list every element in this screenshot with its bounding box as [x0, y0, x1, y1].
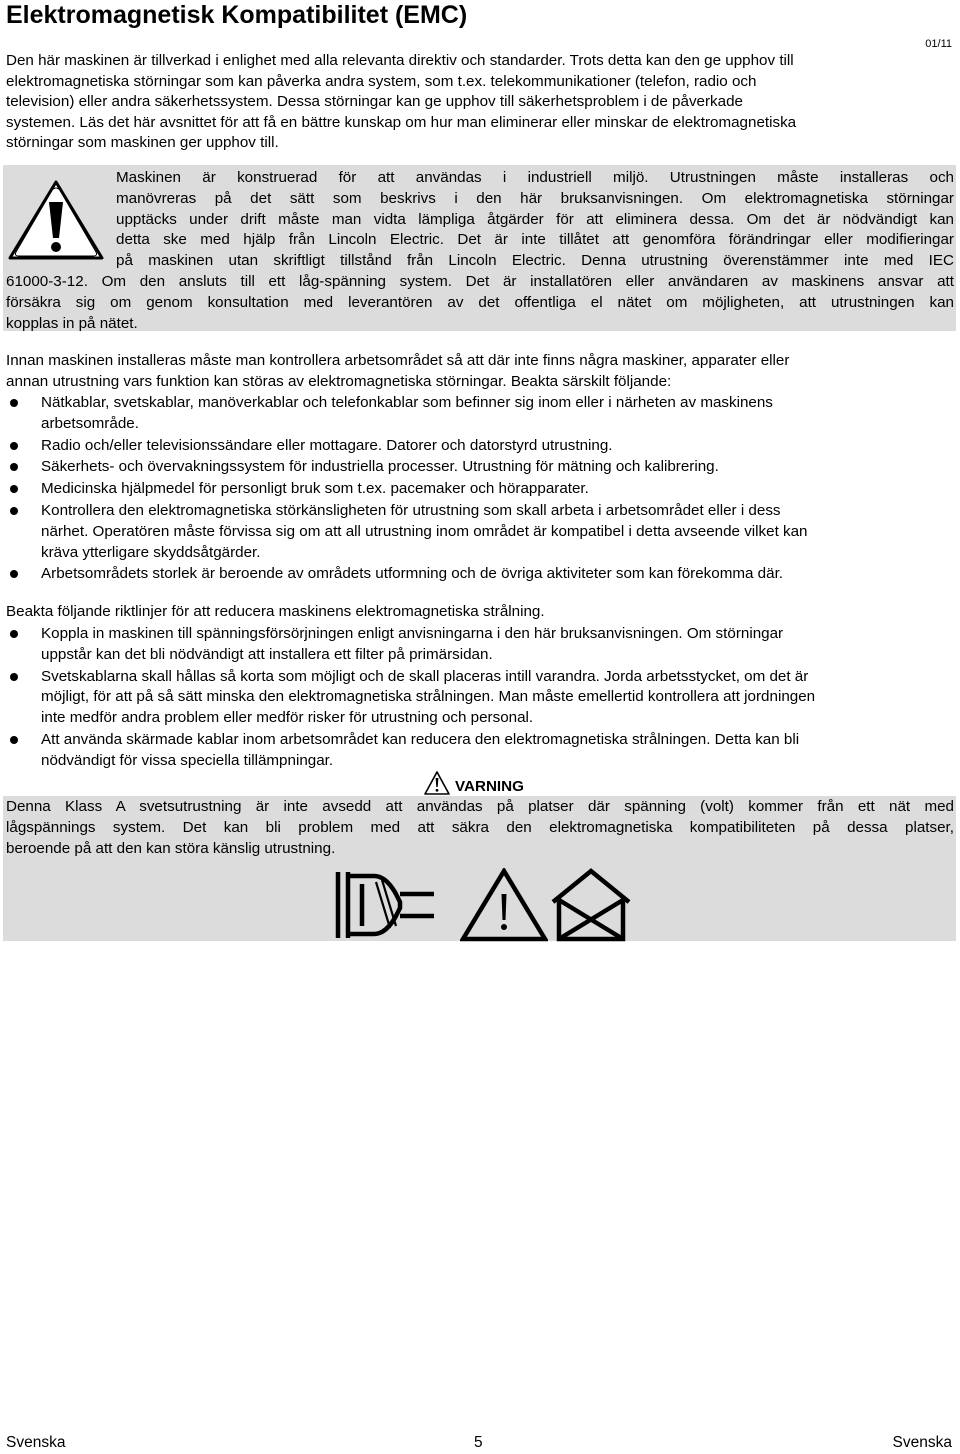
bullet-icon [10, 570, 18, 578]
list-item [6, 457, 954, 478]
notice-line: försäkra sig om genom konsultation med leverantören av det offentliga el nätet om möjligheten, att utrustningen kan [6, 293, 954, 311]
warning-line: beroende på att den kan störa känslig utrustning. [6, 839, 336, 857]
warning-heading-text: VARNING [455, 778, 524, 795]
footer-language-left: Svenska [6, 1434, 66, 1451]
list-item-line: Arbetsområdets storlek är beroende av områdets utformning och de övriga aktiviteter som kan förekomma där. [41, 565, 784, 583]
list-item [6, 667, 954, 729]
intro-line: elektromagnetiska störningar som kan påverka andra system, som t.ex. telekommunikationer (telefon, radio och [6, 72, 757, 90]
list-item [6, 479, 954, 500]
list-item-line: arbetsområde. [41, 414, 139, 432]
list-item [6, 624, 954, 666]
notice-line: på maskinen utan skriftligt tillstånd från Lincoln Electric. Denna utrustning överenstämmer inte med IEC [116, 252, 954, 270]
bullet-icon [10, 673, 18, 681]
warning-exclamation-icon [6, 178, 106, 262]
list-item-line: Att använda skärmade kablar inom arbetsområdet kan reducera den elektromagnetiska strålningen. Detta kan bli [41, 730, 800, 748]
intro-line: störningar som maskinen ger upphov till. [6, 134, 279, 152]
list-item-line: Nätkablar, svetskablar, manöverkablar och telefonkablar som befinner sig inom eller i närheten av maskinens [41, 394, 773, 411]
list-item [6, 501, 954, 563]
list-item-line: möjligt, för att på så sätt minska den elektromagnetiska strålningen. Man måste emellertid kontrollera att jordningen [41, 688, 816, 706]
notice-line: manövreras på det sätt som beskrivs i den här bruksanvisningen. Om elektromagnetiska störningar [116, 189, 954, 207]
intro-line: television) eller andra säkerhetssystem. Dessa störningar kan ge upphov till säkerhetsproblem i de påverkade [6, 93, 743, 111]
warning-text [6, 797, 954, 859]
list-item-line: inte medför andra problem eller medför risker för utrustning och personal. [41, 709, 534, 727]
reduction-intro: Beakta följande riktlinjer för att reducera maskinens elektromagnetiska strålning. [6, 603, 545, 620]
warning-triangle-icon [423, 770, 451, 796]
crossed-plug-icon [334, 868, 444, 942]
notice-line: upptäcks under drift måste man vidta lämpliga åtgärder för att eliminera dessa. Om det är nödvändigt kan [116, 210, 954, 228]
bullet-icon [10, 507, 18, 515]
bullet-icon [10, 630, 18, 638]
list-item-line: nödvändigt för vissa speciella tillämpningar. [41, 751, 334, 769]
notice-full-text [6, 272, 954, 334]
bullet-icon [10, 442, 18, 450]
warning-line: Denna Klass A svetsutrustning är inte avsedd att användas på platser där spänning (volt) kommer från ett nät med [6, 798, 954, 815]
revision-code: 01/11 [925, 38, 952, 50]
list-item-line: Koppla in maskinen till spänningsförsörjningen enligt anvisningarna i den här bruksanvisningen. Om störningar [41, 625, 784, 642]
list-item [6, 436, 954, 457]
footer-language-right: Svenska [892, 1434, 952, 1451]
footer-page-number: 5 [474, 1434, 483, 1451]
list-item-line: Svetskablarna skall hållas så korta som möjligt och de skall placeras intill varandra. Jorda arbetsstycket, om det är [41, 667, 809, 685]
paragraph-line: annan utrustning vars funktion kan störas av elektromagnetiska störningar. Beakta särskilt följande: [6, 372, 672, 390]
list-item-line: Säkerhets- och övervakningssystem för industriella processer. Utrustning för mätning och kalibrering. [41, 458, 719, 476]
notice-indented-text [116, 168, 954, 272]
notice-line: Maskinen är konstruerad för att användas i industriell miljö. Utrustningen måste installeras och [116, 169, 954, 186]
list-item [6, 393, 954, 435]
list-item [6, 730, 954, 772]
bullet-icon [10, 485, 18, 493]
list-item [6, 564, 954, 585]
bullet-icon [10, 736, 18, 744]
list-item-line: Medicinska hjälpmedel för personligt bruk som t.ex. pacemaker och hörapparater. [41, 480, 589, 498]
reduction-bullet-list [6, 624, 954, 772]
warning-line: lågspännings system. Det kan bli problem med att säkra den elektromagnetiska kompatibiliteten på dessa platser, [6, 818, 954, 836]
paragraph-line: Innan maskinen installeras måste man kontrollera arbetsområdet så att där inte finns några maskiner, apparater eller [6, 352, 790, 369]
installation-bullet-list [6, 393, 954, 585]
list-item-line: Radio och/eller televisionssändare eller mottagare. Datorer och datorstyrd utrustning. [41, 436, 613, 454]
bullet-icon [10, 463, 18, 471]
notice-line: kopplas in på nätet. [6, 314, 138, 332]
list-item-line: uppstår kan det bli nödvändigt att installera ett filter på primärsidan. [41, 645, 493, 663]
intro-paragraph [6, 51, 954, 154]
list-item-line: kräva ytterligare skyddsåtgärder. [41, 543, 261, 561]
installation-paragraph [6, 351, 954, 393]
warning-triangle-icon [460, 868, 548, 942]
intro-line: Den här maskinen är tillverkad i enlighet med alla relevanta direktiv och standarder. Trots detta kan den ge upphov till [6, 52, 794, 69]
intro-line: systemen. Läs det här avsnittet för att få en bättre kunskap om hur man eliminerar eller minskar de elektromagnetiska [6, 113, 797, 131]
notice-line: detta ske med hjälp från Lincoln Electric. Det är inte tillåtet att genomföra förändringar eller modifieringar [116, 231, 954, 249]
crossed-house-icon [551, 868, 631, 942]
list-item-line: Kontrollera den elektromagnetiska störkänsligheten för utrustning som skall arbeta i arbetsområdet eller i dess [41, 501, 781, 519]
page-title: Elektromagnetisk Kompatibilitet (EMC) [6, 1, 468, 29]
list-item-line: närhet. Operatören måste förvissa sig om att all utrustning inom området är kompatibel i detta avseende vilket kan [41, 522, 808, 540]
bullet-icon [10, 399, 18, 407]
notice-line: 61000-3-12. Om den ansluts till ett låg-spänning system. Det är installatören eller användaren av maskinens ansvar att [6, 273, 954, 290]
